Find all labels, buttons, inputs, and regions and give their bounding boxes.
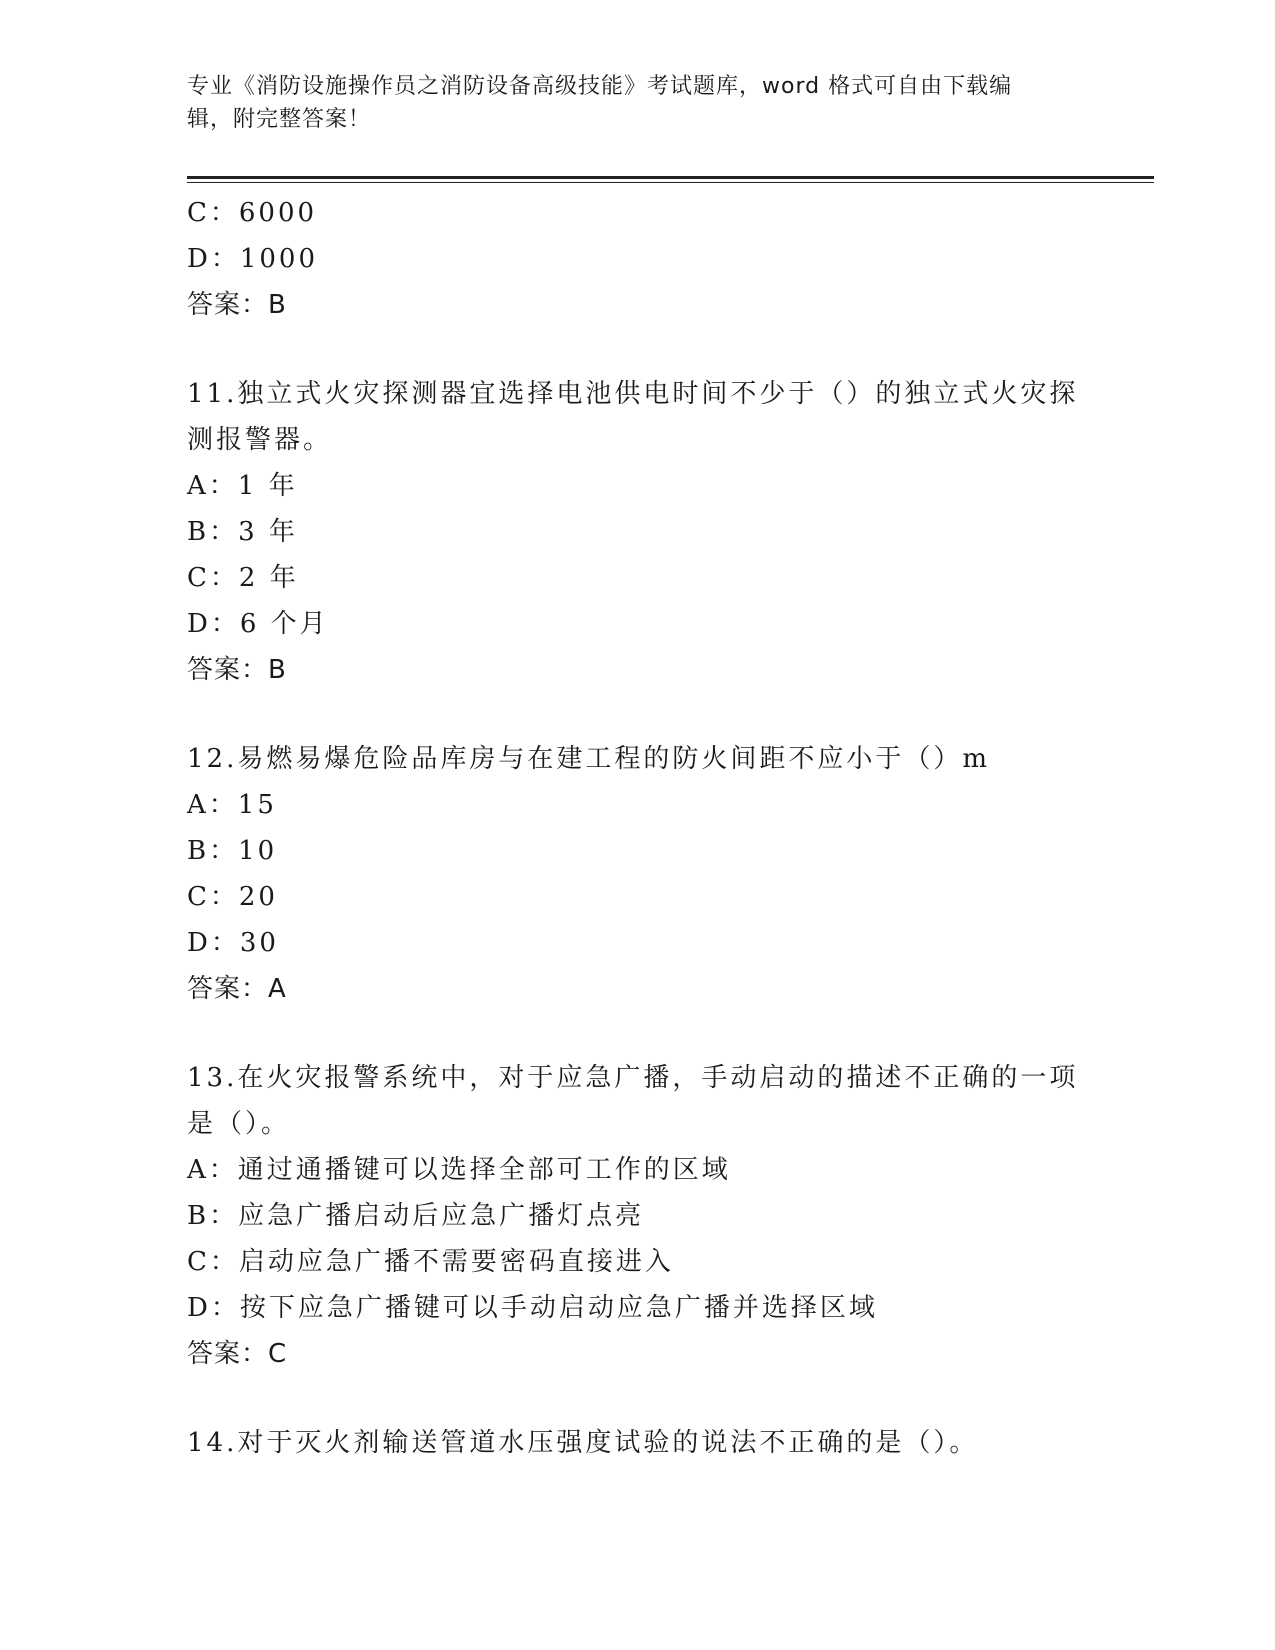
question-11 (187, 371, 1107, 693)
header-divider-thick (187, 176, 1154, 179)
question-list (187, 190, 1107, 1466)
question-stem: 13.在火灾报警系统中，对于应急广播，手动启动的描述不正确的一项 (187, 1063, 1079, 1093)
question-stem: 14.对于灭火剂输送管道水压强度试验的说法不正确的是（）。 (187, 1428, 979, 1458)
answer-line: 答案：C (187, 1339, 288, 1369)
answer-line: 答案：A (187, 974, 287, 1004)
answer-line: 答案：B (187, 290, 287, 320)
option-b: B：10 (187, 836, 278, 866)
document-header (187, 70, 1077, 136)
question-13 (187, 1055, 1107, 1377)
option-d: D：1000 (187, 244, 319, 274)
question-14 (187, 1420, 1107, 1466)
spacer (187, 693, 1107, 736)
question-10 (187, 190, 1107, 328)
option-a: A：15 (187, 790, 277, 820)
spacer (187, 1012, 1107, 1055)
option-a: A：通过通播键可以选择全部可工作的区域 (187, 1155, 731, 1185)
option-a: A：1 年 (187, 471, 298, 501)
option-d: D：30 (187, 928, 279, 958)
header-line-1: 专业《消防设施操作员之消防设备高级技能》考试题库，word 格式可自由下载编 (187, 74, 1013, 99)
question-stem: 12.易燃易爆危险品库房与在建工程的防火间距不应小于（）m (187, 744, 991, 774)
option-c: C：启动应急广播不需要密码直接进入 (187, 1247, 674, 1277)
option-d: D：6 个月 (187, 609, 329, 639)
option-d: D：按下应急广播键可以手动启动应急广播并选择区域 (187, 1293, 878, 1323)
question-stem-cont: 测报警器。 (187, 425, 333, 455)
header-line-2: 辑，附完整答案！ (187, 107, 372, 132)
option-c: C：2 年 (187, 563, 299, 593)
option-c: C：20 (187, 882, 278, 912)
answer-line: 答案：B (187, 655, 287, 685)
question-12 (187, 736, 1107, 1012)
question-stem: 11.独立式火灾探测器宜选择电池供电时间不少于（）的独立式火灾探 (187, 379, 1079, 409)
option-b: B：3 年 (187, 517, 298, 547)
header-divider-thin (187, 182, 1154, 183)
spacer (187, 1377, 1107, 1420)
option-b: B：应急广播启动后应急广播灯点亮 (187, 1201, 645, 1231)
option-c: C：6000 (187, 198, 318, 228)
spacer (187, 328, 1107, 371)
question-stem-cont: 是（）。 (187, 1109, 291, 1139)
